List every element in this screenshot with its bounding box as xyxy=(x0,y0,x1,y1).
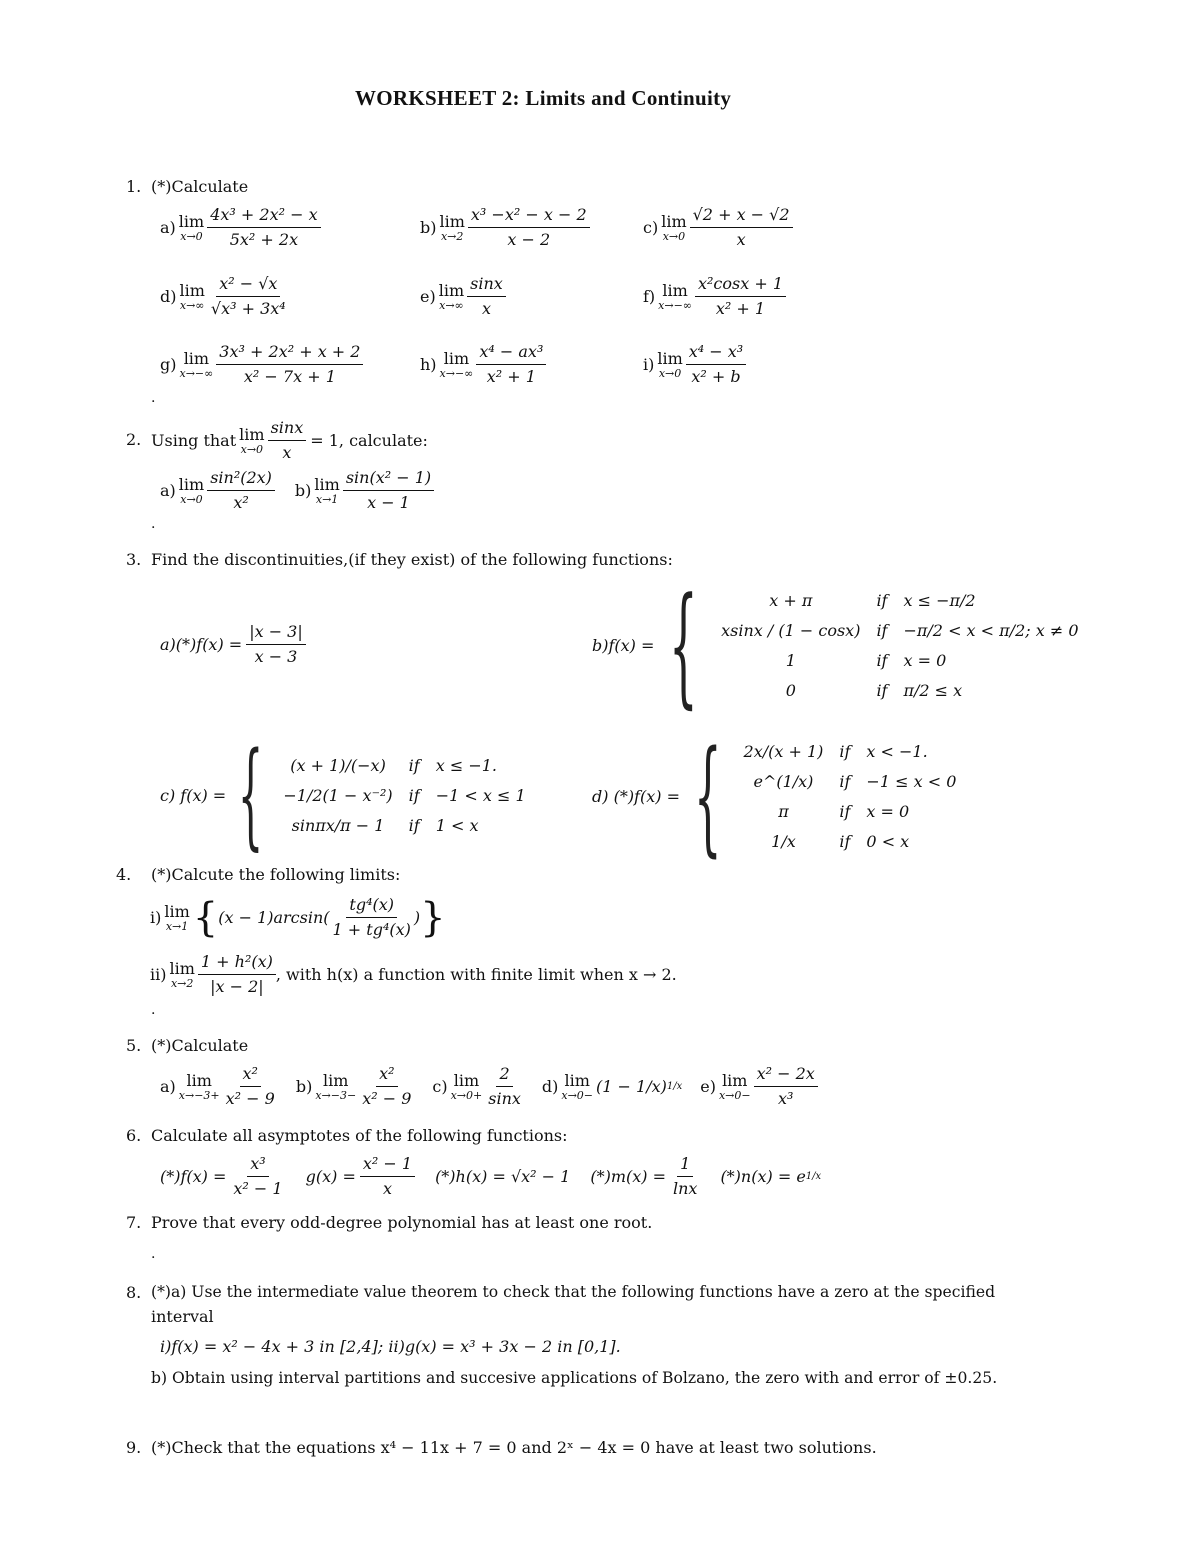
item-label: e) xyxy=(420,287,436,306)
problem-1-item xyxy=(420,342,546,387)
lim-operator: lim x→−∞ xyxy=(179,348,214,380)
lim-operator: lim x→0 xyxy=(657,348,683,380)
problem-5b-num: x² xyxy=(376,1064,397,1087)
limit-fraction xyxy=(468,205,590,250)
problem-6-f-fraction xyxy=(230,1154,285,1199)
lim-operator: lim x→∞ xyxy=(438,280,465,312)
fraction-numerator: x² − √x xyxy=(216,274,280,297)
problem-7-number: 7. xyxy=(126,1213,142,1232)
problem-2b-lim: lim x→1 xyxy=(314,474,340,506)
right-brace-glyph: } xyxy=(420,894,446,941)
problem-6-n-expr: (*)n(x) = e xyxy=(720,1167,806,1186)
case-cond: x < −1. xyxy=(866,742,928,761)
problem-4i-pre: (x − 1)arcsin( xyxy=(218,908,330,927)
lim-subscript: x→0 xyxy=(658,366,682,380)
case-if: if xyxy=(876,680,888,700)
problem-6-g-num: x² − 1 xyxy=(360,1154,415,1177)
problem-2-lim: lim x→0 xyxy=(239,424,265,456)
lim-operator: lim x→−∞ xyxy=(439,348,474,380)
case-row xyxy=(713,675,1086,705)
problem-6-number: 6. xyxy=(126,1126,142,1145)
fraction-denominator: x² + 1 xyxy=(715,299,766,318)
fraction-numerator: x³ −x² − x − 2 xyxy=(468,205,590,228)
case-expr: 0 xyxy=(785,680,796,700)
problem-4i-fraction xyxy=(330,895,414,940)
problem-5b-fraction xyxy=(359,1064,414,1109)
case-expr: (x + 1)/(−x) xyxy=(290,756,386,775)
problem-8-number: 8. xyxy=(126,1283,142,1302)
problem-4ii-fraction xyxy=(198,952,276,997)
problem-3b-lhs: b)f(x) = xyxy=(592,635,655,655)
problem-5d-expr: (1 − 1/x) xyxy=(596,1077,667,1096)
item-label: f) xyxy=(643,287,656,306)
problem-3d xyxy=(592,724,964,869)
fraction-denominator: √x³ + 3x⁴ xyxy=(210,299,286,318)
problem-2-dot: . xyxy=(151,516,156,532)
case-if: if xyxy=(839,772,851,791)
problem-3-text: Find the discontinuities,(if they exist) of the following functions: xyxy=(151,550,673,569)
item-label: b) xyxy=(420,218,437,237)
problem-6-n-exponent: 1/x xyxy=(805,1171,822,1182)
case-row xyxy=(736,737,965,767)
problem-1-item xyxy=(643,274,786,319)
fraction-numerator: x⁴ − ax³ xyxy=(476,342,546,365)
problem-5a-num: x² xyxy=(240,1064,261,1087)
item-label: h) xyxy=(420,355,437,374)
problem-5c-label: c) xyxy=(432,1077,448,1096)
problem-2-fraction-den: x xyxy=(282,443,292,462)
lim-subscript: x→−∞ xyxy=(179,366,214,380)
problem-5e-lim-sub: x→0− xyxy=(718,1088,751,1102)
problem-2-lim-sub: x→0 xyxy=(240,442,264,456)
case-cond: x = 0 xyxy=(866,802,910,821)
problem-4i-post: ) xyxy=(413,908,421,927)
problem-6-functions xyxy=(160,1154,821,1199)
lim-subscript: x→2 xyxy=(440,229,464,243)
fraction-numerator: 4x³ + 2x² − x xyxy=(207,205,320,228)
problem-2a-den: x² xyxy=(233,493,249,512)
problem-5e-label: e) xyxy=(700,1077,716,1096)
case-expr: e^(1/x) xyxy=(753,772,814,791)
problem-1-item xyxy=(420,205,590,250)
lim-operator: lim x→0 xyxy=(178,211,205,243)
problem-2b-fraction xyxy=(343,468,434,513)
problem-2b-num: sin(x² − 1) xyxy=(343,468,434,491)
case-expr: 2x/(x + 1) xyxy=(743,742,824,761)
limit-fraction xyxy=(695,274,786,319)
problem-5-number: 5. xyxy=(126,1036,142,1055)
problem-4i-label: i) xyxy=(150,908,162,927)
problem-5b-label: b) xyxy=(295,1077,313,1096)
problem-1-item xyxy=(160,274,289,319)
problem-9-text: (*)Check that the equations x⁴ − 11x + 7 = 0 and 2ˣ − 4x = 0 have at least two solutions. xyxy=(151,1438,877,1457)
problem-1-number: 1. xyxy=(126,177,142,196)
fraction-numerator: √2 + x − √2 xyxy=(690,205,793,228)
problem-6-g-fraction xyxy=(360,1154,415,1199)
problem-9-number: 9. xyxy=(126,1438,142,1457)
case-expr: sinπx/π − 1 xyxy=(291,816,385,835)
problem-2a-label: a) xyxy=(160,481,176,500)
problem-8-line3: i)f(x) = x² − 4x + 3 in [2,4]; ii)g(x) = x³ + 3x − 2 in [0,1]. xyxy=(160,1337,621,1356)
problem-3d-brace: { xyxy=(693,724,722,869)
problem-5d-label: d) xyxy=(541,1077,559,1096)
problem-8-line1: (*)a) Use the intermediate value theorem to check that the following functions have a zero at the specified xyxy=(151,1283,996,1301)
problem-7-dot: . xyxy=(151,1246,156,1262)
problem-5b-den: x² − 9 xyxy=(362,1089,412,1108)
problem-1-item xyxy=(420,274,506,319)
case-cond: −1 < x ≤ 1 xyxy=(435,786,526,805)
problem-3b xyxy=(592,569,1087,721)
limit-fraction xyxy=(476,342,546,387)
problem-3a-num: |x − 3| xyxy=(246,622,306,645)
fraction-numerator: 3x³ + 2x² + x + 2 xyxy=(216,342,363,365)
problem-1-dot: . xyxy=(151,390,156,406)
problem-1-item xyxy=(643,205,793,250)
problem-4ii-lim-sub: x→2 xyxy=(170,976,194,990)
case-row xyxy=(713,645,1086,675)
case-expr: π xyxy=(778,802,789,821)
lim-subscript: x→∞ xyxy=(179,298,205,312)
problem-2b-label: b) xyxy=(294,481,312,500)
problem-5d-exponent: 1/x xyxy=(666,1081,683,1092)
problem-2-parts xyxy=(160,468,434,513)
problem-4i-lim-sub: x→1 xyxy=(165,919,189,933)
problem-2-pre: Using that xyxy=(151,431,237,450)
fraction-denominator: x² + b xyxy=(691,367,741,386)
fraction-numerator: x⁴ − x³ xyxy=(686,342,746,365)
case-row xyxy=(736,797,965,827)
problem-5c-num: 2 xyxy=(496,1064,512,1087)
case-expr: −1/2(1 − x⁻²) xyxy=(283,786,393,805)
problem-1-item xyxy=(160,205,321,250)
problem-6-h-expr: (*)h(x) = √x² − 1 xyxy=(435,1167,571,1186)
item-label: g) xyxy=(160,355,177,374)
problem-5e-den: x³ xyxy=(777,1089,794,1108)
case-expr: x + π xyxy=(769,590,813,610)
problem-2-statement xyxy=(151,418,428,463)
item-label: a) xyxy=(160,218,176,237)
problem-4-number: 4. xyxy=(116,865,132,884)
fraction-denominator: x² + 1 xyxy=(486,367,536,386)
lim-subscript: x→0 xyxy=(662,229,686,243)
problem-3c-cases xyxy=(275,751,533,841)
problem-3a-den: x − 3 xyxy=(254,647,298,666)
problem-3c xyxy=(160,728,534,862)
problem-1-item xyxy=(160,342,363,387)
case-cond: −π/2 < x < π/2; x ≠ 0 xyxy=(903,620,1079,640)
problem-3b-cases xyxy=(713,585,1086,705)
problem-5e-num: x² − 2x xyxy=(754,1064,818,1087)
problem-6-f-lhs: (*)f(x) = xyxy=(160,1167,227,1186)
problem-6-f-den: x² − 1 xyxy=(233,1179,283,1198)
problem-4-heading: (*)Calcute the following limits: xyxy=(151,865,401,884)
lim-operator: lim x→−∞ xyxy=(658,280,692,312)
case-cond: x ≤ −π/2 xyxy=(903,590,976,610)
problem-4ii-lim: lim x→2 xyxy=(169,958,195,990)
limit-fraction xyxy=(467,274,506,319)
case-if: if xyxy=(839,832,851,851)
case-row xyxy=(736,827,965,857)
case-expr: 1/x xyxy=(771,832,796,851)
lim-operator: lim x→∞ xyxy=(179,280,205,312)
problem-6-m-lhs: (*)m(x) = xyxy=(590,1167,666,1186)
problem-6-g-lhs: g(x) = xyxy=(305,1167,356,1186)
problem-5a-lim: lim x→−3+ xyxy=(178,1070,220,1102)
problem-8-line2: interval xyxy=(151,1307,214,1326)
limit-fraction xyxy=(216,342,363,387)
limit-fraction xyxy=(686,342,746,387)
problem-4ii-post: , with h(x) a function with finite limit when x → 2. xyxy=(275,965,677,984)
problem-6-text: Calculate all asymptotes of the following functions: xyxy=(151,1126,568,1145)
problem-5a-lim-sub: x→−3+ xyxy=(178,1088,220,1102)
case-if: if xyxy=(839,802,851,821)
case-expr: xsinx / (1 − cosx) xyxy=(721,620,861,640)
limit-fraction xyxy=(690,205,793,250)
case-row xyxy=(736,767,965,797)
problem-4i-num: tg⁴(x) xyxy=(346,895,397,918)
case-row xyxy=(275,811,533,841)
problem-5c-lim: lim x→0+ xyxy=(450,1070,483,1102)
problem-5a-label: a) xyxy=(160,1077,176,1096)
limit-fraction xyxy=(208,274,289,319)
problem-3d-lhs: d) (*)f(x) = xyxy=(592,787,680,806)
problem-3d-cases xyxy=(736,737,965,857)
problem-6-g-den: x xyxy=(382,1179,392,1198)
problem-2-post: = 1, calculate: xyxy=(310,431,428,450)
case-cond: x = 0 xyxy=(903,650,947,670)
case-cond: π/2 ≤ x xyxy=(903,680,963,700)
problem-4i-den: 1 + tg⁴(x) xyxy=(332,920,411,939)
problem-2a-fraction xyxy=(207,468,275,513)
case-row xyxy=(275,781,533,811)
item-label: c) xyxy=(643,218,659,237)
case-cond: 1 < x xyxy=(435,816,479,835)
problem-6-m-den: lnx xyxy=(672,1179,698,1198)
problem-2-fraction xyxy=(268,418,307,463)
problem-2a-lim-sub: x→0 xyxy=(180,492,203,506)
lim-operator: lim x→0 xyxy=(661,211,687,243)
fraction-denominator: x xyxy=(736,230,746,249)
case-cond: 0 < x xyxy=(866,832,910,851)
lim-subscript: x→−∞ xyxy=(439,366,474,380)
fraction-numerator: sinx xyxy=(467,274,506,297)
problem-5-items xyxy=(160,1064,818,1109)
case-if: if xyxy=(876,620,888,640)
case-if: if xyxy=(876,590,888,610)
problem-3-number: 3. xyxy=(126,550,142,569)
fraction-denominator: 5x² + 2x xyxy=(229,230,299,249)
problem-2-fraction-num: sinx xyxy=(268,418,307,441)
problem-3b-brace: { xyxy=(669,569,699,721)
case-if: if xyxy=(876,650,888,670)
problem-3c-brace: { xyxy=(237,728,264,862)
case-row xyxy=(713,585,1086,615)
problem-3c-lhs: c) f(x) = xyxy=(160,786,227,805)
problem-1-item xyxy=(643,342,746,387)
problem-6-m-num: 1 xyxy=(677,1154,693,1177)
case-cond: x ≤ −1. xyxy=(435,756,497,775)
problem-2b-den: x − 1 xyxy=(367,493,410,512)
problem-2a-num: sin²(2x) xyxy=(207,468,275,491)
limit-fraction xyxy=(207,205,320,250)
problem-7-text: Prove that every odd-degree polynomial has at least one root. xyxy=(151,1213,653,1232)
problem-3a xyxy=(160,622,306,667)
problem-5c-lim-sub: x→0+ xyxy=(450,1088,483,1102)
problem-3a-fraction xyxy=(246,622,306,667)
fraction-denominator: x − 2 xyxy=(507,230,551,249)
problem-4i-lim: lim x→1 xyxy=(164,901,190,933)
case-if: if xyxy=(408,756,420,775)
problem-5c-fraction xyxy=(485,1064,524,1109)
problem-4ii xyxy=(150,952,677,997)
left-brace-glyph: { xyxy=(192,894,219,941)
problem-5b-lim: lim x→−3− xyxy=(315,1070,357,1102)
case-expr: 1 xyxy=(785,650,796,670)
problem-3a-lhs: a)(*)f(x) = xyxy=(160,635,243,654)
problem-6-f-num: x³ xyxy=(247,1154,268,1177)
problem-5e-fraction xyxy=(754,1064,818,1109)
lim-subscript: x→0 xyxy=(180,229,203,243)
problem-2b-lim-sub: x→1 xyxy=(315,492,339,506)
fraction-denominator: x xyxy=(481,299,491,318)
problem-4ii-label: ii) xyxy=(150,965,167,984)
problem-1-heading: (*)Calculate xyxy=(151,177,249,196)
page-title: WORKSHEET 2: Limits and Continuity xyxy=(355,86,732,110)
problem-5d-lim-sub: x→0− xyxy=(561,1088,594,1102)
case-row xyxy=(713,615,1086,645)
fraction-numerator: x²cosx + 1 xyxy=(695,274,786,297)
case-cond: −1 ≤ x < 0 xyxy=(866,772,957,791)
problem-5a-fraction xyxy=(223,1064,278,1109)
problem-5a-den: x² − 9 xyxy=(225,1089,275,1108)
problem-4i xyxy=(150,895,446,940)
problem-8-line4: b) Obtain using interval partitions and succesive applications of Bolzano, the zero with and error of ±0.25. xyxy=(151,1369,998,1387)
problem-2-number: 2. xyxy=(126,430,142,449)
case-if: if xyxy=(839,742,851,761)
problem-5e-lim: lim x→0− xyxy=(718,1070,751,1102)
lim-operator: lim x→2 xyxy=(439,211,465,243)
problem-6-m-fraction xyxy=(670,1154,700,1199)
case-row xyxy=(275,751,533,781)
lim-subscript: x→−∞ xyxy=(658,298,692,312)
problem-4ii-num: 1 + h²(x) xyxy=(198,952,276,975)
problem-5d-lim: lim x→0− xyxy=(561,1070,594,1102)
problem-5b-lim-sub: x→−3− xyxy=(315,1088,357,1102)
case-if: if xyxy=(408,786,420,805)
problem-4-dot: . xyxy=(151,1002,156,1018)
problem-2a-lim: lim x→0 xyxy=(178,474,205,506)
lim-subscript: x→∞ xyxy=(439,298,464,312)
problem-5-heading: (*)Calculate xyxy=(151,1036,249,1055)
item-label: d) xyxy=(160,287,177,306)
problem-5c-den: sinx xyxy=(488,1089,521,1108)
item-label: i) xyxy=(643,355,655,374)
case-if: if xyxy=(408,816,420,835)
fraction-denominator: x² − 7x + 1 xyxy=(243,367,336,386)
problem-4ii-den: |x − 2| xyxy=(210,977,264,996)
